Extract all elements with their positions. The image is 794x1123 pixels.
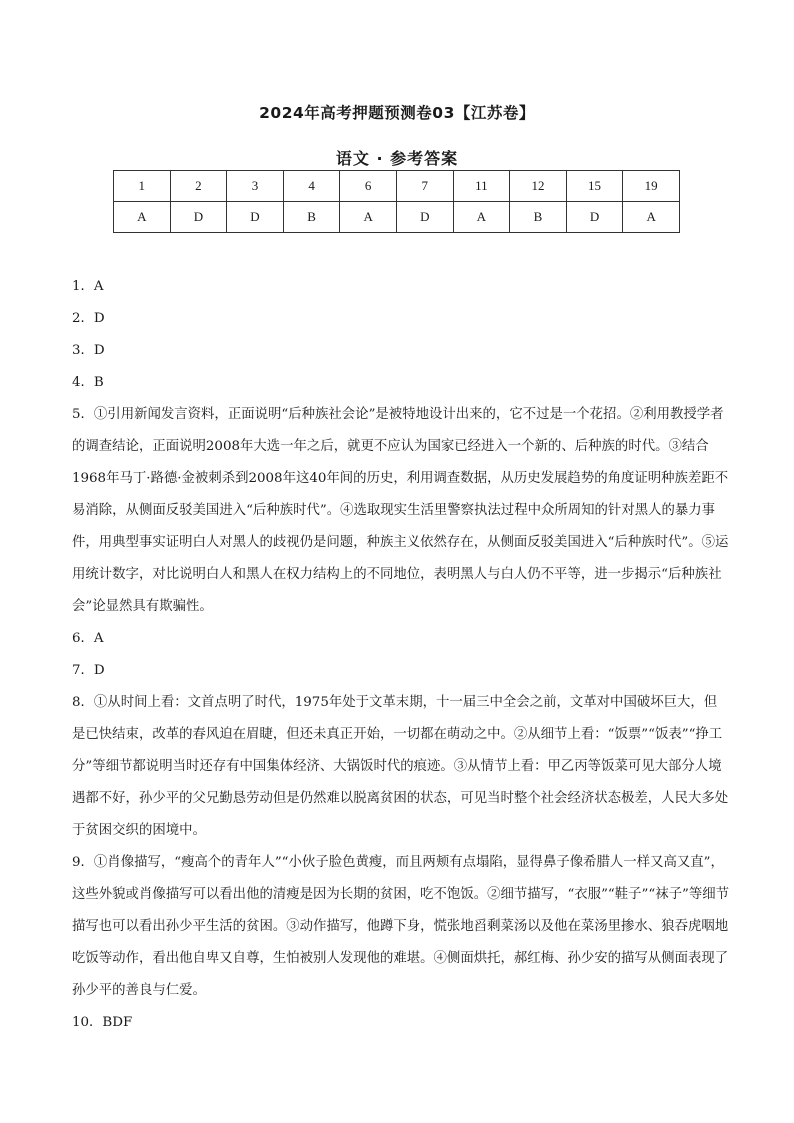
table-cell-answer: A — [453, 202, 510, 233]
table-cell-answer: A — [114, 202, 171, 233]
answer-item-7: 7．D — [72, 663, 105, 678]
table-cell-question: 2 — [170, 171, 227, 202]
document-subtitle: 语文 · 参考答案 — [335, 149, 459, 168]
table-cell-question: 11 — [453, 171, 510, 202]
table-cell-question: 6 — [340, 171, 397, 202]
answer-item-8: 8．①从时间上看：文首点明了时代，1975年处于文革末期，十一届三中全会之前，文革对中国破坏巨大，但是已快结束，改革的春风迫在眉睫，但还未真正开始，一切都在萌动之中。②从细节上看：“饭票”“饭表”“挣工分”等细节都说明当时还存有中国集体经济、大锅饭时代的痕迹。③从情节上看：甲乙丙等饭菜可见大部分人境遇都不好，孙少平的父兄勤恳劳动但是仍然难以脱离贫困的状态，可见当时整个社会经济状态极差，人民大多处于贫困交织的困境中。 — [72, 695, 729, 838]
table-cell-answer: D — [566, 202, 623, 233]
answer-item-2: 2．D — [72, 311, 105, 326]
answer-item-5: 5．①引用新闻发言资料，正面说明“后种族社会论”是被特地设计出来的，它不过是一个花招。②利用教授学者的调查结论，正面说明2008年大选一年之后，就更不应认为国家已经进入一个新的、后种族的时代。③结合1968年马丁·路德·金被刺杀到2008年这40年间的历史，利用调查数据，从历史发展趋势的角度证明种族差距不易消除，从侧面反驳美国进入“后种族时代”。④选取现实生活里警察执法过程中众所周知的针对黑人的暴力事件，用典型事实证明白人对黑人的歧视仍是问题，种族主义依然存在，从侧面反驳美国进入“后种族时代”。⑤运用统计数字，对比说明白人和黑人在权力结构上的不同地位，表明黑人与白人仍不平等，进一步揭示“后种族社会”论显然具有欺骗性。 — [72, 407, 729, 614]
table-cell-answer: A — [340, 202, 397, 233]
answer-table-answer-row — [114, 202, 680, 233]
answer-table-question-row — [114, 171, 680, 202]
table-cell-question: 1 — [114, 171, 171, 202]
table-cell-question: 12 — [510, 171, 567, 202]
table-cell-question: 15 — [566, 171, 623, 202]
answer-item-1: 1．A — [72, 279, 104, 294]
table-cell-question: 7 — [396, 171, 453, 202]
table-cell-answer: D — [396, 202, 453, 233]
document-title: 2024年高考押题预测卷03【江苏卷】 — [259, 104, 535, 122]
answer-table — [113, 170, 680, 233]
answer-item-10: 10．BDF — [72, 1015, 133, 1030]
table-cell-answer: D — [170, 202, 227, 233]
table-cell-answer: A — [623, 202, 680, 233]
table-cell-question: 19 — [623, 171, 680, 202]
answer-item-3: 3．D — [72, 343, 105, 358]
answer-item-6: 6．A — [72, 631, 104, 646]
table-cell-answer: B — [510, 202, 567, 233]
answer-item-9: 9．①肖像描写，“瘦高个的青年人”“小伙子脸色黄瘦，而且两颊有点塌陷，显得鼻子像希腊人一样又高又直”，这些外貌或肖像描写可以看出他的清瘦是因为长期的贫困，吃不饱饭。②细节描写，“衣服”“鞋子”“袜子”等细节描写也可以看出孙少平生活的贫困。③动作描写，他蹲下身，慌张地舀剩菜汤以及他在菜汤里掺水、狼吞虎咽地吃饭等动作，看出他自卑又自尊，生怕被别人发现他的难堪。④侧面烘托，郝红梅、孙少安的描写从侧面表现了孙少平的善良与仁爱。 — [72, 855, 730, 998]
answer-item-4: 4．B — [72, 375, 104, 390]
table-cell-answer: B — [283, 202, 340, 233]
table-cell-answer: D — [227, 202, 284, 233]
table-cell-question: 3 — [227, 171, 284, 202]
answer-list — [72, 271, 730, 1039]
table-cell-question: 4 — [283, 171, 340, 202]
